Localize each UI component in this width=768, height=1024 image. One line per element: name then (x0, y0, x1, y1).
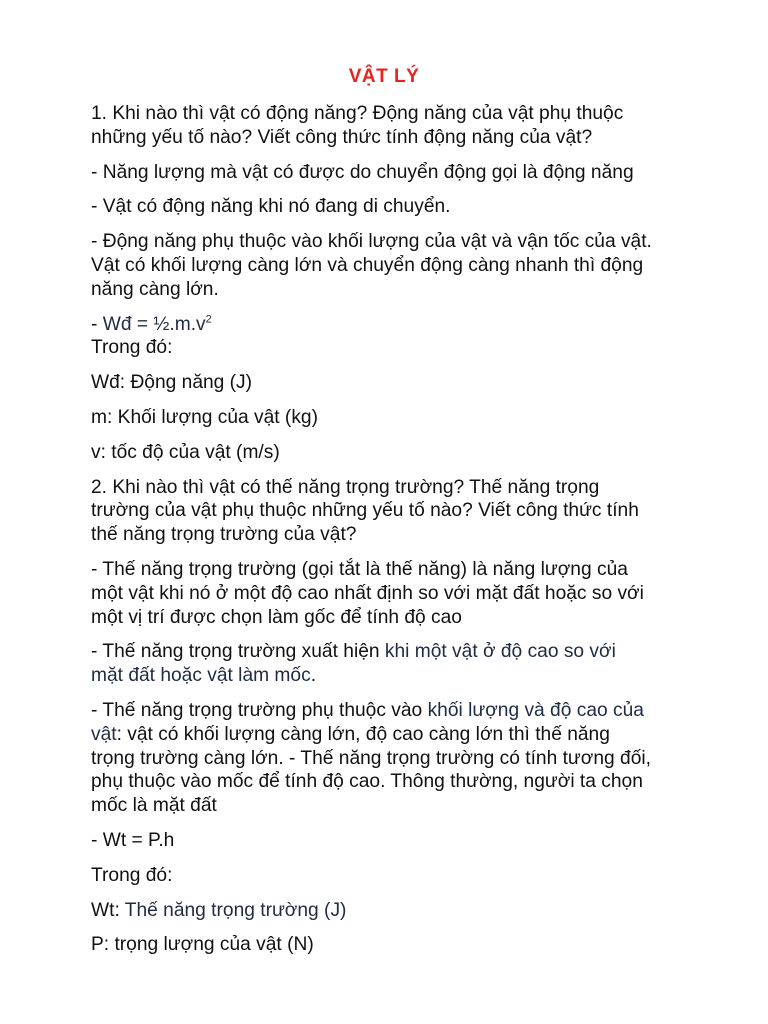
answer-2-paragraph-3-line-3: trọng trường càng lớn. - Thế năng trọng trường có tính tương đối, (91, 747, 651, 769)
kinetic-energy-formula (91, 313, 711, 337)
variable-wt-desc: Thế năng trọng trường (J) (124, 899, 347, 921)
document-title: VẬT LÝ (348, 66, 420, 87)
variable-wd: Wđ: Động năng (J) (91, 372, 253, 394)
answer-2-paragraph-2-line-2 (91, 664, 711, 688)
variable-m: m: Khối lượng của vật (kg) (91, 406, 318, 428)
variable-wt (91, 899, 711, 923)
document-body (91, 102, 711, 957)
answer-2-paragraph-3-line-1 (91, 699, 711, 723)
variable-p: P: trọng lượng của vật (N) (91, 934, 314, 956)
paragraph-2-highlight-cont: mặt đất hoặc vật làm mốc (91, 665, 311, 687)
paragraph-3-highlight-cont: vật (91, 723, 117, 745)
where-label-1: Trong đó: (91, 337, 173, 359)
paragraph-3-text: - Thế năng trọng trường phụ thuộc vào (91, 699, 428, 721)
question-1-line-1: 1. Khi nào thì vật có động năng? Động năng của vật phụ thuộc (91, 103, 624, 124)
question-2-line-1: 2. Khi nào thì vật có thế năng trọng trường? Thế năng trọng (91, 476, 600, 498)
where-label-2: Trong đó: (91, 864, 173, 886)
answer-2-paragraph-3-line-4: phụ thuộc vào mốc để tính độ cao. Thông thường, người ta chọn (91, 771, 643, 793)
variable-v: v: tốc độ của vật (m/s) (91, 441, 280, 463)
question-1-line-2: những yếu tố nào? Viết công thức tính động năng của vật? (91, 126, 593, 148)
answer-1-paragraph-1: - Năng lượng mà vật có được do chuyển động gọi là động năng (91, 161, 634, 183)
question-2-line-3: thế năng trọng trường của vật? (91, 524, 357, 546)
answer-2-paragraph-3-line-2 (91, 723, 711, 747)
paragraph-3-highlight: khối lượng và độ cao của (427, 699, 644, 721)
variable-wt-symbol: Wt: (91, 899, 125, 921)
formula-prefix: - (91, 313, 103, 335)
paragraph-2-text: - Thế năng trọng trường xuất hiện (91, 641, 385, 663)
answer-2-paragraph-1-line-3: một vị trí được chọn làm gốc để tính độ cao (91, 606, 462, 628)
formula-superscript: 2 (205, 313, 212, 326)
answer-2-paragraph-1-line-1: - Thế năng trọng trường (gọi tắt là thế năng) là năng lượng của (91, 558, 628, 580)
formula-text: Wđ = ½.m.v (102, 313, 206, 335)
answer-2-paragraph-3-line-5: mốc là mặt đất (91, 795, 217, 817)
potential-energy-formula: - Wt = P.h (91, 829, 175, 851)
answer-1-paragraph-2: - Vật có động năng khi nó đang di chuyển. (91, 196, 451, 218)
answer-1-paragraph-3-line-3: năng càng lớn. (91, 278, 219, 300)
answer-2-paragraph-1-line-2: một vật khi nó ở một độ cao nhất định so với mặt đất hoặc so với (91, 582, 644, 604)
answer-2-paragraph-2-line-1 (91, 640, 711, 664)
paragraph-3-text-cont: : vật có khối lượng càng lớn, độ cao càng lớn thì thế năng (116, 723, 610, 745)
question-2-line-2: trường của vật phụ thuộc những yếu tố nào? Viết công thức tính (91, 500, 639, 522)
answer-1-paragraph-3-line-2: Vật có khối lượng càng lớn và chuyển động càng nhanh thì động (91, 254, 644, 276)
answer-1-paragraph-3-line-1: - Động năng phụ thuộc vào khối lượng của vật và vận tốc của vật. (91, 231, 652, 253)
paragraph-2-highlight: khi một vật ở độ cao so với (384, 641, 616, 663)
paragraph-2-period: . (310, 665, 317, 687)
